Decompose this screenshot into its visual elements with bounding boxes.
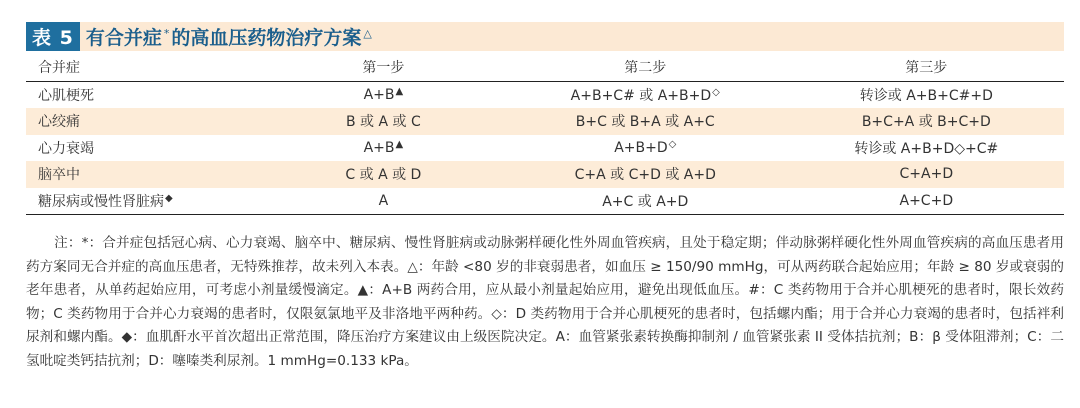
condition-cell-text: 心绞痛	[38, 114, 80, 131]
step-1-cell-text: A+B	[363, 139, 395, 156]
step-2-cell-text: A+B+D	[614, 139, 668, 156]
table-title-text-2: 的高血压药物治疗方案	[171, 27, 362, 49]
step-2-cell-text: A+C 或 A+D	[602, 193, 689, 210]
header-condition: 合并症	[26, 54, 265, 81]
step-2-cell-footnote-mark: ◇	[712, 86, 720, 98]
step-1-cell	[265, 161, 502, 188]
table-title-text-1: 有合并症	[85, 27, 162, 49]
step-2-cell	[502, 135, 789, 162]
step-3-cell	[789, 188, 1064, 215]
condition-cell	[26, 135, 265, 162]
header-step-3: 第三步	[789, 54, 1064, 81]
step-1-cell	[265, 135, 502, 162]
step-1-cell-text: C 或 A 或 D	[345, 167, 422, 184]
step-2-cell-text: C+A 或 C+D 或 A+D	[574, 167, 716, 184]
step-3-cell-text: C+A+D	[899, 166, 954, 183]
condition-cell	[26, 161, 265, 188]
step-3-cell-text: 转诊或 A+B+D◇+C#	[854, 140, 999, 157]
table-title	[80, 22, 1064, 51]
step-2-cell-text: B+C 或 B+A 或 A+C	[575, 114, 715, 131]
step-2-cell	[502, 161, 789, 188]
step-2-cell	[502, 188, 789, 215]
title-footnote-mark-asterisk: *	[163, 27, 170, 40]
notes-paragraph-1	[26, 232, 1064, 374]
step-3-cell	[789, 81, 1064, 108]
regimen-table	[26, 54, 1064, 215]
step-2-cell-footnote-mark: ◇	[668, 138, 677, 150]
table-number-badge: 表 5	[26, 22, 80, 51]
condition-cell	[26, 81, 265, 108]
notes-text-1: 注：*：合并症包括冠心病、心力衰竭、脑卒中、糖尿病、慢性肾脏病或动脉粥样硬化性外周血管疾病，且处于稳定期；伴动脉粥样硬化性外周血管疾病的高血压患者用药方案同无合并症的高血压患者，无特殊推荐，故未列入本表。△：年龄 <80 岁的非衰弱患者，如血压 ≥ 150/90 mmHg，可从两药联合起始应用；年龄 ≥ 80 岁或衰弱的老年患者，从单药起始应用，可考虑小剂量缓慢滴定。	[26, 235, 1064, 299]
table-row	[26, 161, 1064, 188]
step-1-cell-text: B 或 A 或 C	[345, 114, 421, 131]
step-2-cell-text: A+B+C# 或 A+B+D	[570, 87, 712, 104]
step-3-cell	[789, 135, 1064, 162]
step-3-cell-text: A+C+D	[899, 192, 954, 209]
title-footnote-mark-triangle: △	[363, 27, 372, 40]
condition-cell	[26, 188, 265, 215]
step-1-cell	[265, 108, 502, 135]
condition-cell-text: 心肌梗死	[38, 87, 94, 104]
table-row	[26, 135, 1064, 162]
condition-cell-text: 脑卒中	[38, 167, 80, 184]
condition-cell-text: 糖尿病或慢性肾脏病	[38, 193, 164, 210]
step-3-cell	[789, 161, 1064, 188]
step-1-cell-text: A	[378, 192, 389, 209]
step-2-cell	[502, 81, 789, 108]
step-3-cell-text: B+C+A 或 B+C+D	[861, 114, 991, 131]
step-1-cell-footnote-mark: ▲	[395, 138, 404, 150]
table-row	[26, 81, 1064, 108]
condition-cell	[26, 108, 265, 135]
table-notes	[26, 232, 1064, 374]
header-step-2: 第二步	[502, 54, 789, 81]
step-1-cell-footnote-mark: ▲	[395, 85, 404, 97]
step-3-cell-text: 转诊或 A+B+C#+D	[859, 87, 993, 104]
condition-cell-text: 心力衰竭	[38, 140, 94, 157]
step-3-cell	[789, 108, 1064, 135]
step-1-cell-text: A+B	[363, 86, 395, 103]
table-row	[26, 188, 1064, 215]
table-header-row	[26, 54, 1064, 81]
step-1-cell	[265, 81, 502, 108]
header-step-1: 第一步	[265, 54, 502, 81]
condition-cell-footnote-mark: ◆	[165, 192, 173, 204]
table-title-bar	[26, 22, 1064, 51]
table-row	[26, 108, 1064, 135]
notes-text-2: ▲：A+B 两药合用，应从最小剂量起始应用，避免出现低血压。#：C 类药物用于合并心肌梗死的患者时，限长效药物；C 类药物用于合并心力衰竭的患者时，仅限氨氯地平及非洛地平两种药。◇：D 类药物用于合并心肌梗死的患者时，包括螺内酯；用于合并心力衰竭的患者时，包括袢利尿剂和螺内酯。◆：血肌酐水平首次超出正常范围，降压治疗方案建议由上级医院决定。A：血管紧张素转换酶抑制剂 / 血管紧张素 II 受体拮抗剂；B：β 受体阻滞剂；C：二氢吡啶类钙拮抗剂；D：噻嗪类利尿剂。1 mmHg=0.133 kPa。	[26, 282, 1064, 369]
step-1-cell	[265, 188, 502, 215]
step-2-cell	[502, 108, 789, 135]
